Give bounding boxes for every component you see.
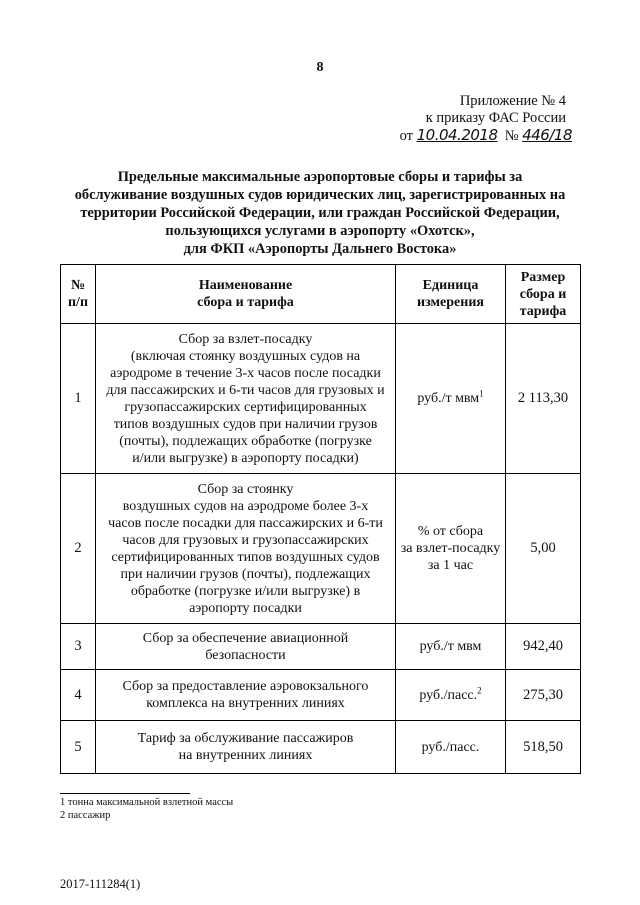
name-line: и/или выгрузке) в аэропорту посадки)	[132, 450, 359, 466]
header-name: Наименование сбора и тарифа	[96, 265, 396, 324]
row-number: 2	[61, 474, 96, 624]
table-row	[61, 474, 581, 624]
name-line: Сбор за взлет-посадку	[178, 331, 313, 347]
title-line: территории Российской Федерации, или граждан Российской Федерации,	[80, 205, 560, 221]
row-unit	[396, 670, 506, 721]
header-unit: Единица измерения	[396, 265, 506, 324]
row-number: 1	[61, 324, 96, 474]
row-unit	[396, 721, 506, 774]
name-line: типов воздушных судов при наличии грузов	[113, 416, 378, 432]
appendix-order: к приказу ФАС России	[425, 110, 566, 126]
row-value: 5,00	[506, 474, 581, 624]
number-prefix: №	[504, 128, 519, 144]
order-date: 10.04.2018	[416, 126, 498, 144]
name-line: грузопассажирских сертифицированных	[124, 399, 367, 415]
unit-text: руб./пасс.	[421, 739, 480, 755]
unit-line	[397, 684, 504, 704]
row-unit	[396, 474, 506, 624]
name-line: аэропорту посадки	[189, 600, 302, 616]
name-line: безопасности	[205, 647, 286, 663]
name-line: комплекса на внутренних линиях	[146, 696, 345, 711]
footnote-ref: 2	[477, 684, 482, 695]
row-unit	[396, 624, 506, 670]
date-prefix: от	[399, 128, 413, 144]
row-value: 518,50	[506, 721, 581, 774]
footnote-2: 2 пассажир	[60, 810, 111, 821]
footnote-divider	[60, 793, 190, 794]
name-line: часов после посадки для пассажирских и 6-ти	[108, 515, 383, 531]
table-row	[61, 721, 581, 774]
unit-text: руб./т мвм	[417, 391, 480, 406]
table-row	[61, 670, 581, 721]
name-line: сертифицированных типов воздушных судов	[111, 549, 380, 565]
name-line: Тариф за обслуживание пассажиров	[137, 731, 354, 746]
table-header-row	[61, 265, 581, 324]
title-line: обслуживание воздушных судов юридических лиц, зарегистрированных на	[74, 187, 566, 203]
row-name	[96, 474, 396, 624]
unit-line	[397, 390, 504, 407]
name-line: Сбор за обеспечение авиационной	[142, 630, 349, 646]
name-line: (почты), подлежащих обработке (погрузке	[119, 433, 372, 449]
row-number: 5	[61, 721, 96, 774]
name-line: Сбор за предоставление аэровокзального	[122, 679, 369, 694]
table-row	[61, 324, 581, 474]
title-line: пользующихся услугами в аэропорту «Охотск»,	[165, 223, 475, 239]
document-code: 2017-111284(1)	[60, 877, 141, 891]
unit-line	[397, 523, 504, 540]
row-value: 2 113,30	[506, 324, 581, 474]
name-line: обработке (погрузке и/или выгрузке) в	[130, 583, 361, 599]
unit-text: руб./пасс.	[419, 687, 478, 703]
title-line: для ФКП «Аэропорты Дальнего Востока»	[183, 241, 457, 257]
name-line: (включая стоянку воздушных судов на	[130, 348, 361, 364]
name-line: при наличии грузов (почты), подлежащих	[120, 566, 371, 582]
row-name	[96, 721, 396, 774]
name-line: часов для грузовых и грузопассажирских	[122, 532, 369, 548]
tariff-table	[60, 264, 581, 774]
footnote-1: 1 тонна максимальной взлетной массы	[60, 797, 234, 808]
row-name	[96, 670, 396, 721]
row-value: 275,30	[506, 670, 581, 721]
row-number: 3	[61, 624, 96, 670]
name-line: для пассажирских и 6-ти часов для грузовых и	[106, 382, 385, 398]
header-value: Размер сбора и тарифа	[506, 265, 581, 324]
order-number: 446/18	[522, 126, 572, 144]
unit-text: за взлет-посадку	[400, 541, 501, 556]
unit-text: руб./т мвм	[419, 639, 482, 654]
footnote-ref: 1	[479, 388, 484, 399]
table-row	[61, 624, 581, 670]
unit-text: % от сбора	[417, 524, 484, 539]
name-line: аэродроме в течение 3-х часов после посадки	[110, 365, 381, 381]
row-unit	[396, 324, 506, 474]
name-line: Сбор за стоянку	[197, 481, 294, 497]
unit-text: за 1 час	[427, 558, 474, 573]
name-line: воздушных судов на аэродроме более 3-х	[122, 498, 369, 514]
unit-line	[397, 638, 504, 655]
appendix-title: Приложение № 4	[459, 93, 566, 109]
unit-line	[397, 540, 504, 557]
row-number: 4	[61, 670, 96, 721]
title-line: Предельные максимальные аэропортовые сборы и тарифы за	[117, 169, 523, 185]
header-num: № п/п	[61, 265, 96, 324]
unit-line	[397, 557, 504, 574]
name-line: на внутренних линиях	[178, 748, 313, 763]
document-title	[50, 168, 590, 258]
row-name	[96, 324, 396, 474]
page-number: 8	[316, 60, 324, 75]
appendix-date-row	[400, 126, 572, 145]
unit-line	[397, 739, 504, 756]
row-name	[96, 624, 396, 670]
row-value: 942,40	[506, 624, 581, 670]
